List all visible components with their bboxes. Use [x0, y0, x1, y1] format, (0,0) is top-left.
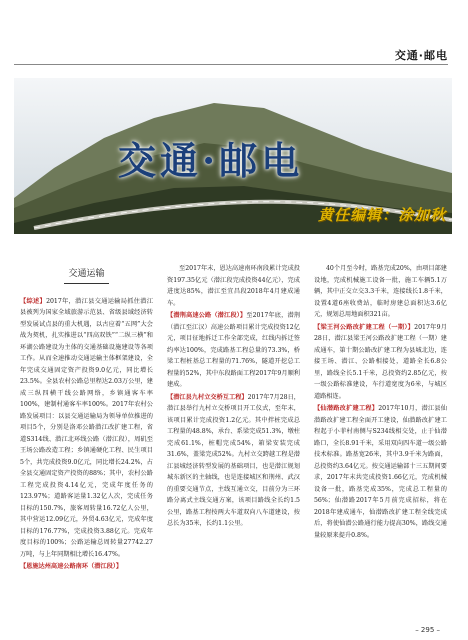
paragraph-xianqian-road: 【仙潜路改扩建工程】2017年10月，潜江县仙潜路改扩建工程全面开工建设，仙潜路改扩建工程起于小菲村南侧与S234线相交处，止于仙潜路口，全长8.91千米，采用双向四车道一级公路技术标准。路基宽26米，其中3.9千米为路面，总投资约3.64亿元。按交通运输部十三五期间要求，2017年末共完成投资1.66亿元，完成机械设备一批，路基完成35%，完成总工程量的56%；仙潜路2017年5月前完成招标，将在2018年建成通车，仙潜路改扩建工程全线完成后，将使仙潜公路通行能力提高30%，路线交通量较原来提升0.8%。 [314, 405, 447, 539]
paragraph-lead-only [20, 561, 153, 573]
paragraph: 至2017年末，恩达高速南环南段累计完成投资197.35亿元（潜江段完成投资44亿元），完成进度达85%，潜江至宜昌段2018年4月建成通车。 [167, 265, 300, 307]
paragraph-lead: 【综述】 [20, 297, 47, 305]
paragraph-lead: 【潜荆高速公路（潜江段）】 [167, 312, 247, 319]
paragraph-overview: 【综述】2017年，潜江县交通运输局抓住潜江县被列为国家全域旅游示范县、省级县域经济转型发展试点县的重大机遇，以古应着“五网”大会战为契机，扎实推进以“四高双铁”“二纵三横”和环湖公路建设为主体的交通基础设施建设等各项工作。从而全速推动交通运输主体框架建设，全年完成交通固定资产投资9.0亿元，同比增长23.5%。全县农村公路总里程达2.03万公里，建成三纵四横干线公路网络，乡镇通客车率100%，建制村通客车率100%。2017年农村公路发展项目：以县交通运输局为领导单位推进的项目5个，分别是洛邓公路潜江改扩建工程，省道S314线、潜江北环线公路（潜江段），周矶至王场公路改造工程；乡镇通硬化工程、民生项目5个，共完成投资9.0亿元，同比增长24.2%，占全县交通固定资产投资的88%；其中，农村公路工程完成投资4.14亿元，完成年度任务的123.97%；道路客运量1.32亿人次，完成任务目标的150.7%，旅客周转量16.72亿人公里，其中营运12.09亿元，外贸4.63亿元，完成年度目标的176.77%，完成投资3.88亿元。完成年度目标的100%；公路运输总周转量27742.27万吨，与上年同期相比增长16.47%。 [20, 297, 153, 558]
paragraph: 40个月至今时，路基完成20%，由项目部建设地，完成机械施工设备一批，施工车辆5.1万辆，其中正交立交3.3千米，连接线长1.8千米，设置4道6座收费站，临时房建总面积达3.6亿元，规划总用地面积321亩。 [314, 265, 447, 318]
section-heading: 交通运输 [20, 269, 153, 284]
hero-image [14, 78, 452, 234]
page-number: – 295 – [415, 626, 440, 634]
paragraph-lead: 【潜江县九村立交桥互工程】 [167, 393, 248, 401]
hero-title: 交通·邮电 [118, 138, 304, 183]
header-rule [14, 64, 448, 65]
paragraph-lead: 【恩施达州高速公路南环（潜江段）】 [20, 563, 123, 570]
column-2 [167, 263, 300, 619]
paragraph-lead: 【梁王河公路改扩建工程（一期）】 [314, 323, 415, 331]
column-1 [20, 263, 153, 619]
paragraph-jiucun-interchange: 【潜江县九村立交桥互工程】2017年7月28日，潜江县举行九村立交桥项目开工仪式，至年末，该项目累计完成投资1.2亿元。其中拌桩完成总工程量的48.8%，承台、系梁完成51.3%，墩柱完成61.1%，桩帽完成54%，箱梁安装完成31.6%，盖梁完成52%。九村立交跨越工程是潜江县城经济转型发展的基础项目，也是潜江规划城东新区的主轴线，也是连接城区和荆州、武汉的重要交通节点，主线互通立交，目前分为三环路分离式主线交通方案，该项目路线全长约1.5公里，路基工程按两大车道双向八车道建设，按总长为35米，长约1.1公里。 [167, 393, 300, 527]
article-body [20, 263, 448, 619]
section-title: 交通·邮电 [394, 49, 448, 62]
paragraph-qianjing-expressway: 【潜荆高速公路（潜江段）】至2017年底，潜荆（潜江至江汉）高速公路项目累计完成投资12亿元，项目征地拆迁工作全部完成，红线内拆迁签约率达100%，完成路基工程总量的73.3%，桥梁工程桩基总工程量的71.76%，隧道开挖总工程量的52%，其中东段路面工程2017年9月顺利建成。 [167, 312, 300, 388]
column-3 [314, 263, 447, 619]
paragraph-lead: 【仙潜路改扩建工程】 [314, 405, 379, 412]
editor-signature: 黄任编辑：涂加秋 [317, 206, 446, 224]
paragraph-liangwanghe-road: 【梁王河公路改扩建工程（一期）】2017年9月28日，潜江县梁王河公路改扩建工程（一期）建成通车，第十期公路改扩建工程为县城北边，连接王场、潜江、公路相接处，道路全长6.8公里，路线全长5.1千米，总投资约2.85亿元，按一级公路标准建设，车行道宽度为6米，与城区道路相连。 [314, 323, 447, 400]
page-header [0, 0, 468, 86]
